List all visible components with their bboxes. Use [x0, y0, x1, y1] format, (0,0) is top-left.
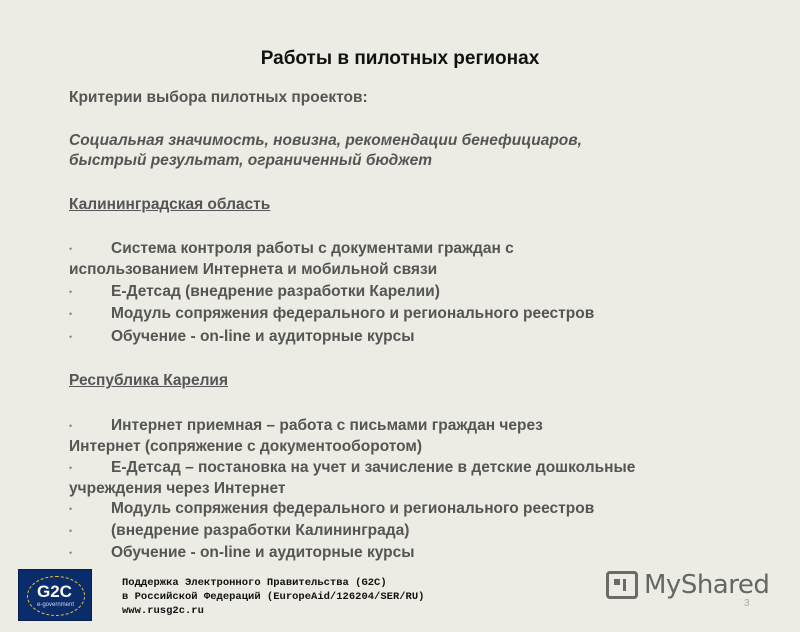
bullet: •	[69, 526, 73, 536]
karelia-item-4: (внедрение разработки Калининграда)	[111, 522, 410, 539]
myshared-watermark	[606, 568, 769, 602]
criteria-line-1: Социальная значимость, новизна, рекомендации бенефициаров,	[69, 132, 582, 149]
kaliningrad-item-4: Обучение - on-line и аудиторные курсы	[111, 328, 415, 345]
criteria-line-2: быстрый результат, ограниченный бюджет	[69, 152, 433, 169]
karelia-item-2: Е-Детсад – постановка на учет и зачисление в детские дошкольные учреждения через Интернет	[69, 459, 636, 497]
logo-text: G2C	[37, 582, 72, 601]
footer-line-1: Поддержка Электронного Правительства (G2C)	[122, 577, 387, 589]
footer-url[interactable]: www.rusg2c.ru	[122, 605, 204, 617]
kaliningrad-item-3: Модуль сопряжения федерального и регионального реестров	[111, 305, 595, 322]
footer-text	[122, 576, 424, 618]
kaliningrad-heading: Калининградская область	[69, 196, 271, 213]
footer-line-2: в Российской Федераций (EuropeAid/126204/SER/RU)	[122, 591, 425, 603]
karelia-heading: Республика Карелия	[69, 372, 228, 389]
kaliningrad-item-1: Система контроля работы с документами граждан с использованием Интернета и мобильной связи	[69, 240, 514, 278]
logo-subtext: e-government	[37, 602, 75, 608]
bullet: •	[69, 309, 73, 319]
page-number: 3	[744, 598, 750, 609]
bullet: •	[69, 421, 73, 431]
kaliningrad-item-2: Е-Детсад (внедрение разработки Карелии)	[111, 283, 440, 300]
karelia-item-3: Модуль сопряжения федерального и регионального реестров	[111, 500, 595, 517]
criteria-heading: Критерии выбора пилотных проектов:	[69, 89, 368, 106]
myshared-wordmark: MyShared	[644, 570, 770, 600]
g2c-logo	[18, 569, 92, 621]
karelia-item-1: Интернет приемная – работа с письмами граждан через Интернет (сопряжение с документооборотом)	[69, 417, 543, 455]
bullet: •	[69, 548, 73, 558]
myshared-logo-icon	[606, 571, 638, 599]
bullet: •	[69, 332, 73, 342]
slide-title: Работы в пилотных регионах	[260, 48, 540, 69]
bullet: •	[69, 287, 73, 297]
bullet: •	[69, 504, 73, 514]
bullet: •	[69, 244, 73, 254]
bullet: •	[69, 463, 73, 473]
karelia-item-5: Обучение - on-line и аудиторные курсы	[111, 544, 415, 561]
